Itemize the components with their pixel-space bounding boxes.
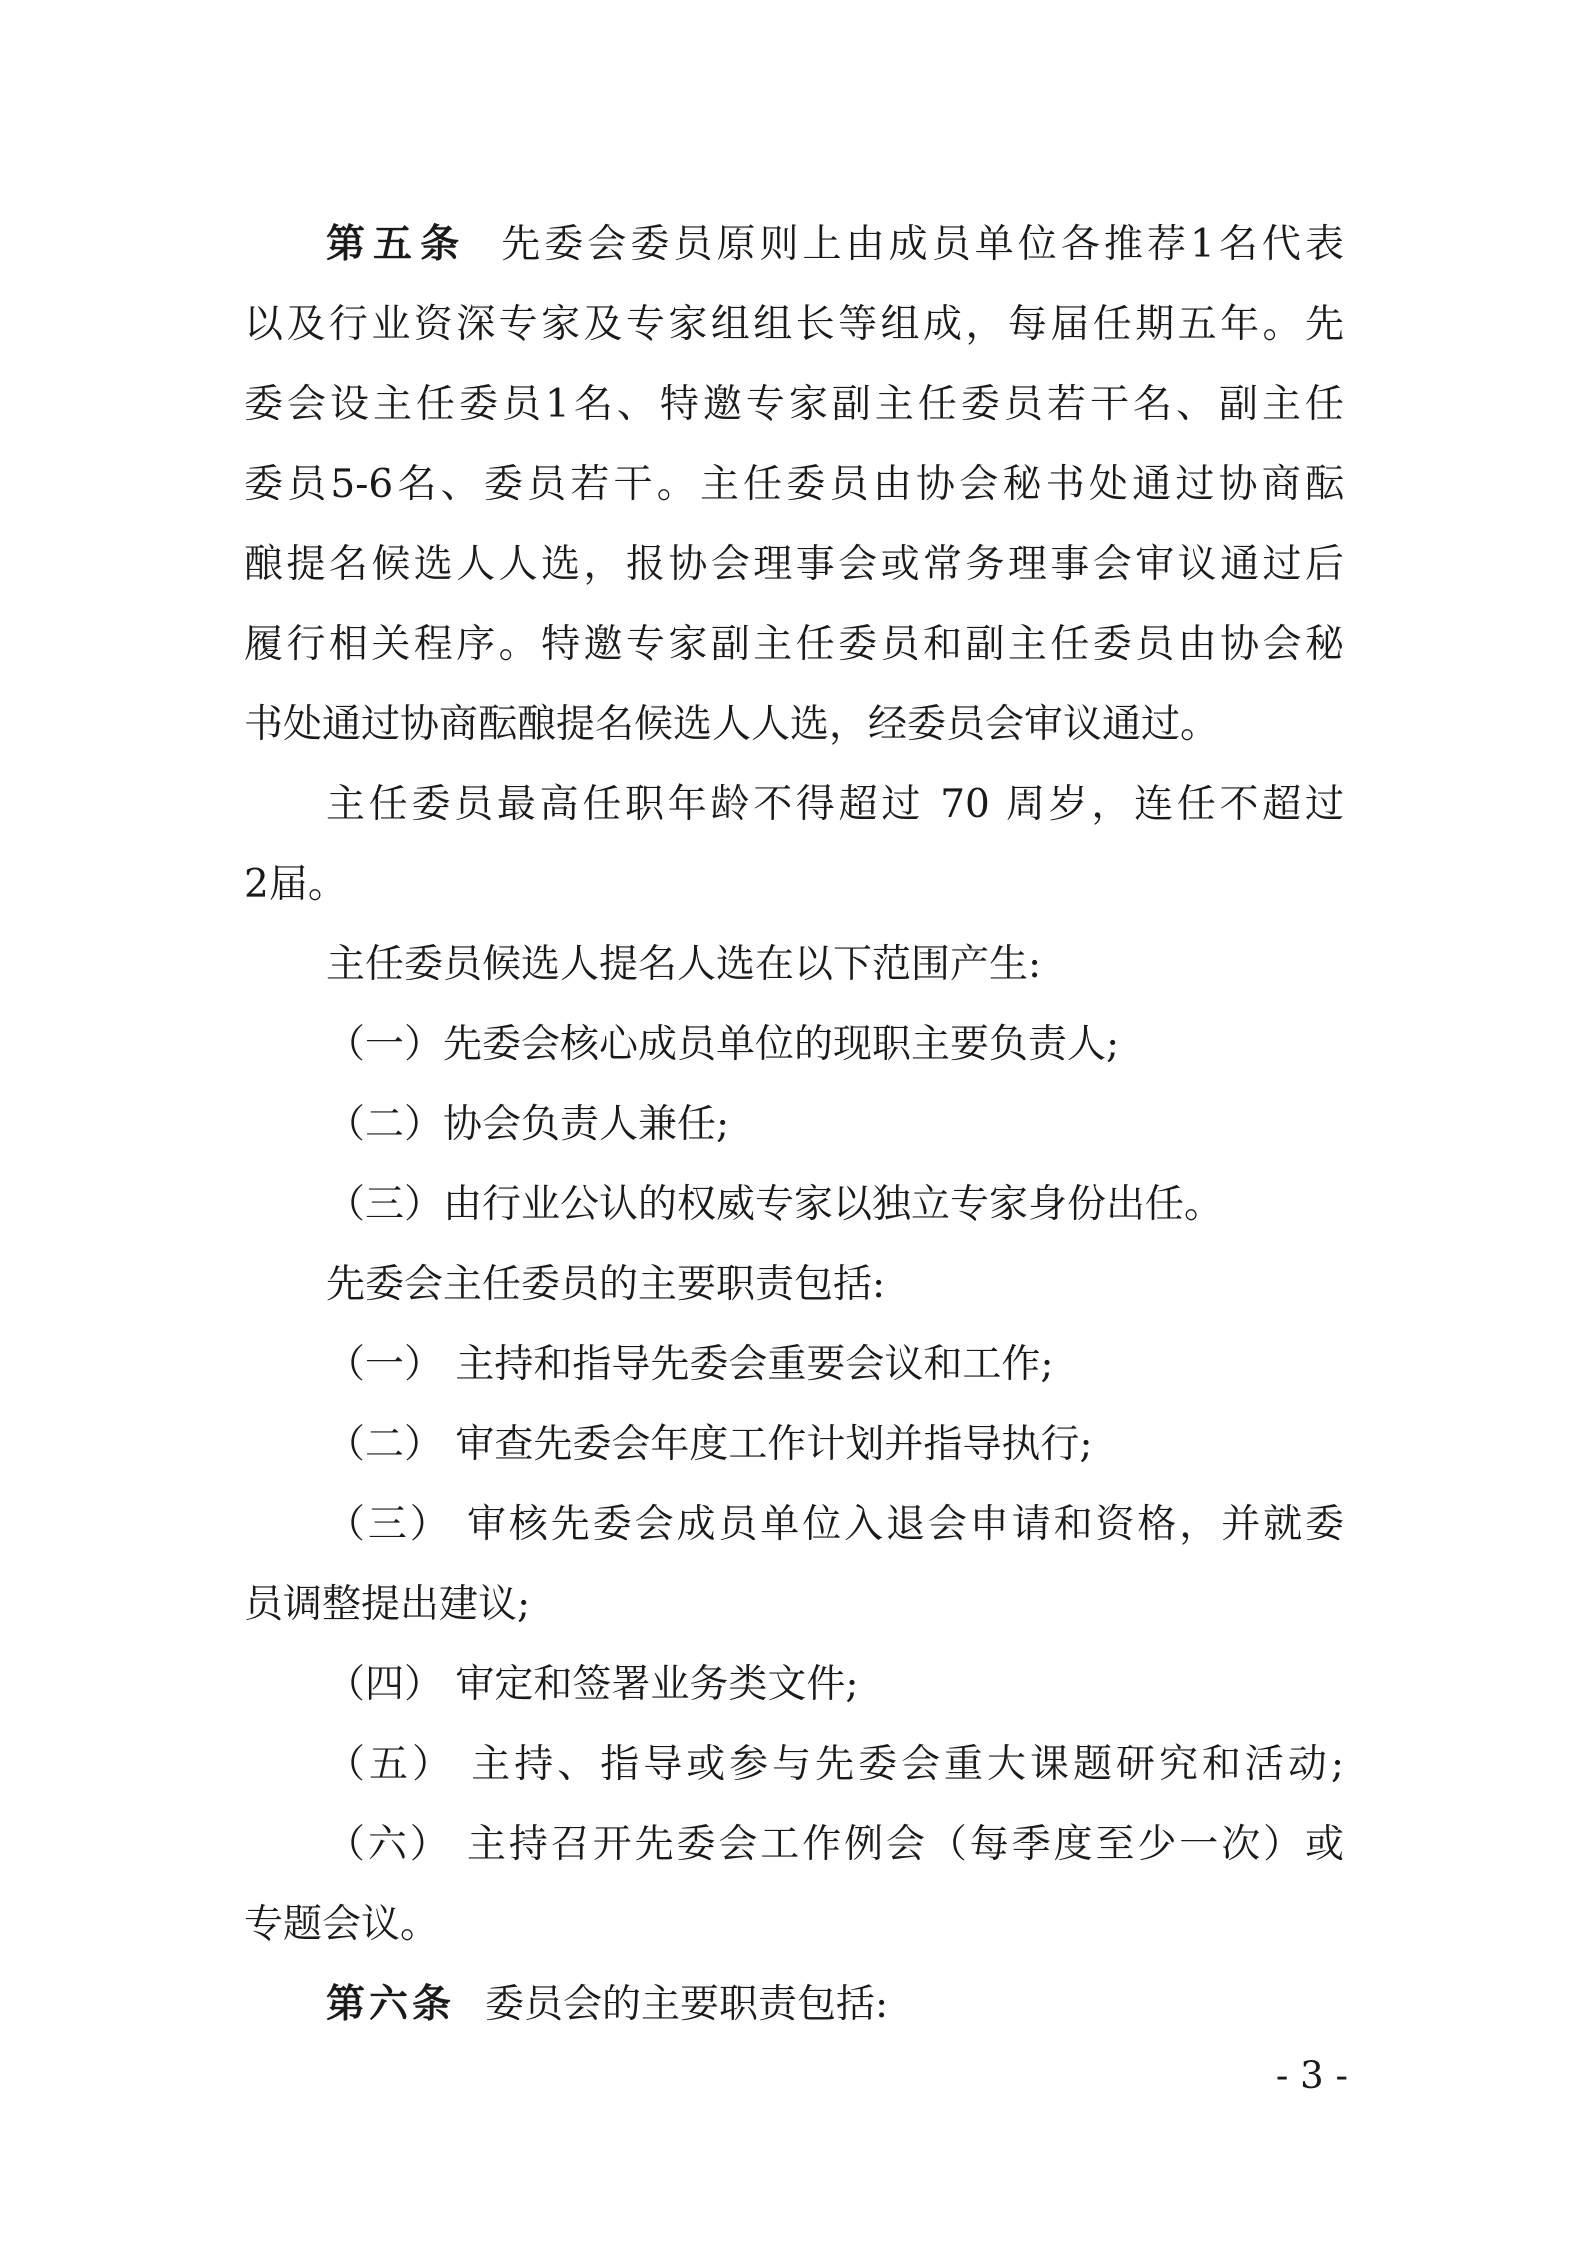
page-number: - 3 - (1275, 2054, 1348, 2097)
duties-item-3-line-1: （三） 审核先委会成员单位入退会申请和资格，并就委 (326, 1502, 1344, 1547)
article5-line-2: 以及行业资深专家及专家组组长等组成，每届任期五年。先 (244, 302, 1344, 347)
age-limit-line-1: 主任委员最高任职年龄不得超过 70 周岁，连任不超过 (326, 782, 1344, 827)
article5-line-4: 委员5-6名、委员若干。主任委员由协会秘书处通过协商酝 (244, 462, 1344, 507)
duties-item-4: （四） 审定和签署业务类文件; (326, 1662, 859, 1707)
article5-text: 先委会委员原则上由成员单位各推荐1名代表 (497, 222, 1344, 267)
duties-item-1: （一） 主持和指导先委会重要会议和工作; (326, 1342, 1054, 1387)
article6-text: 委员会的主要职责包括: (485, 1982, 889, 2027)
article6-line (326, 1965, 1426, 2045)
article5-line-7: 书处通过协商酝酿提名候选人人选，经委员会审议通过。 (244, 702, 1220, 747)
candidate-intro: 主任委员候选人提名人选在以下范围产生: (326, 942, 1042, 987)
article5-line-6: 履行相关程序。特邀专家副主任委员和副主任委员由协会秘 (244, 622, 1344, 667)
duties-item-2: （二） 审查先委会年度工作计划并指导执行; (326, 1422, 1093, 1467)
article5-line-5: 酿提名候选人人选，报协会理事会或常务理事会审议通过后 (244, 542, 1344, 587)
candidate-item-2: （二）协会负责人兼任; (326, 1102, 730, 1147)
article5-line-3: 委会设主任委员1名、特邀专家副主任委员若干名、副主任 (244, 382, 1344, 427)
duties-item-6-line-1: （六） 主持召开先委会工作例会（每季度至少一次）或 (326, 1822, 1344, 1867)
candidate-item-1: （一）先委会核心成员单位的现职主要负责人; (326, 1022, 1120, 1067)
candidate-item-3: （三）由行业公认的权威专家以独立专家身份出任。 (326, 1182, 1224, 1227)
duties-item-6-line-2: 专题会议。 (244, 1902, 440, 1947)
article6-heading: 第六条 (326, 1982, 456, 2027)
article5-heading: 第五条 (326, 222, 468, 267)
age-limit-line-2: 2届。 (244, 862, 347, 907)
duties-intro: 先委会主任委员的主要职责包括: (326, 1262, 886, 1307)
article5-line-1 (326, 205, 1344, 285)
duties-item-3-line-2: 员调整提出建议; (244, 1582, 531, 1627)
duties-item-5: （五） 主持、指导或参与先委会重大课题研究和活动; (326, 1742, 1344, 1787)
